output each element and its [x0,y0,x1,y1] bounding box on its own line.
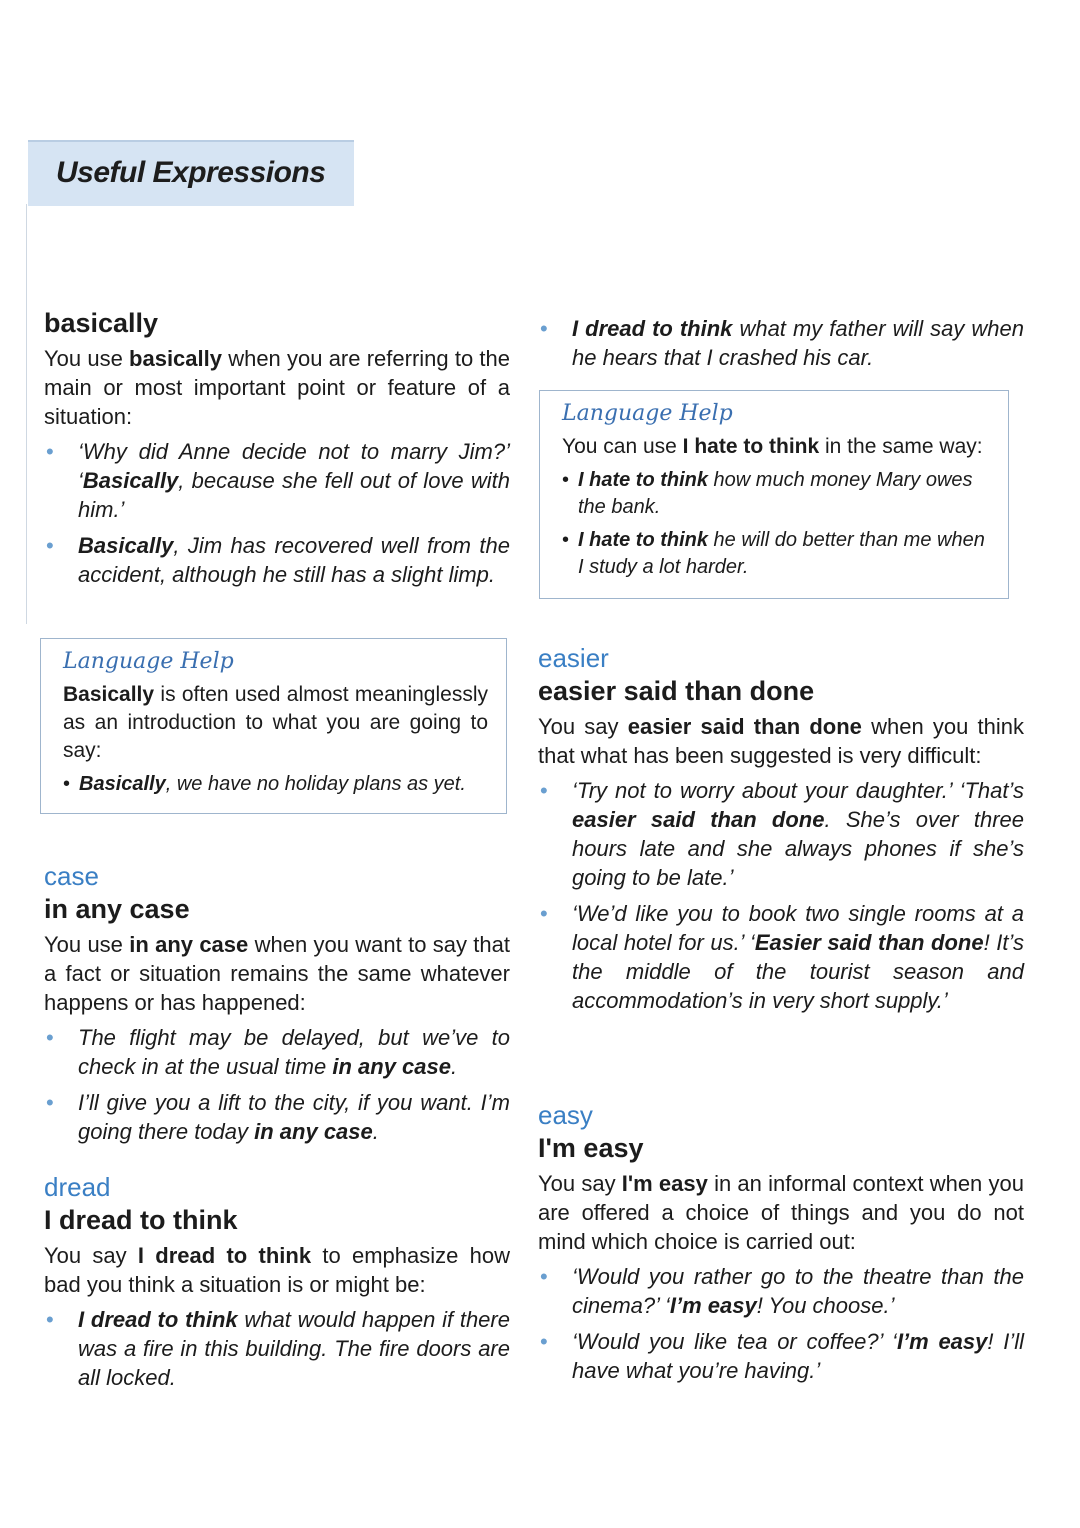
language-help-example: • I hate to think how much money Mary owes the bank. [562,469,973,518]
language-help-text: Basically is often used almost meaninglessly as an introduction to what you are going to say: [63,683,488,762]
bullet-icon: • [540,1329,548,1354]
example-list [44,437,510,589]
example-list [44,1023,510,1146]
bullet-icon: • [46,1307,54,1332]
example: • I dread to think what would happen if there was a fire in this building. The fire doors are all locked. [46,1307,510,1390]
category-label: case [44,861,99,891]
example: • The flight may be delayed, but we’ve to check in at the usual time in any case. [46,1025,510,1079]
bullet-icon: • [46,1090,54,1115]
language-help-example: • I hate to think he will do better than me when I study a lot harder. [562,529,985,578]
example: • ‘We’d like you to book two single rooms at a local hotel for us.’ ‘Easier said than done! It’s the middle of the tourist season and accommodation’s in very short supply.’ [540,901,1024,1013]
entry-case [44,860,510,1153]
bullet-icon: • [562,469,570,491]
example-list [538,1262,1024,1385]
example: • Basically, Jim has recovered well from the accident, although he still has a slight limp. [46,533,510,587]
bullet-icon: • [540,316,548,341]
definition: You say I dread to think to emphasize how bad you think a situation is or might be: [44,1243,510,1297]
category-label: easier [538,643,609,673]
headword: basically [44,308,159,338]
section-title: Useful Expressions [56,156,326,189]
category-label: easy [538,1100,593,1130]
example: • I’ll give you a lift to the city, if you want. I’m going there today in any case. [46,1090,510,1144]
example: • ‘Why did Anne decide not to marry Jim?’ ‘Basically, because she fell out of love with him.’ [46,439,510,522]
example: • I dread to think what my father will say when he hears that I crashed his car. [540,316,1024,370]
definition: You use basically when you are referring to the main or most important point or feature of a situation: [44,346,510,429]
language-help-box [40,638,507,814]
section-banner [28,140,354,206]
definition: You use in any case when you want to say that a fact or situation remains the same whatever happens or has happened: [44,932,510,1015]
language-help-text: You can use I hate to think in the same way: [562,435,983,458]
bullet-icon: • [562,529,570,551]
headword: easier said than done [538,676,815,706]
headword: I'm easy [538,1133,644,1163]
definition: You say I'm easy in an informal context when you are offered a choice of things and you do not mind which choice is carried out: [538,1171,1024,1254]
example-list [44,1305,510,1392]
bullet-icon: • [540,901,548,926]
example: • ‘Try not to worry about your daughter.’ ‘That’s easier said than done. She’s over three hours late and she always phones if she’s going to be late.’ [540,778,1024,890]
language-help-example: • Basically, we have no holiday plans as yet. [63,771,488,798]
entry-dread [44,1171,510,1399]
entry-dread-continued [538,314,1024,379]
bullet-icon: • [540,1264,548,1289]
language-help-title: Language Help [562,401,733,426]
example-list [538,314,1024,372]
headword: I dread to think [44,1205,238,1235]
category-label: dread [44,1172,111,1202]
left-margin-rule [26,204,27,624]
language-help-title: Language Help [63,649,234,674]
bullet-icon: • [46,1025,54,1050]
bullet-icon: • [540,778,548,803]
entry-basically [44,306,510,596]
example: • ‘Would you like tea or coffee?’ ‘I’m easy! I’ll have what you’re having.’ [540,1329,1024,1383]
example-list [538,776,1024,1015]
entry-easier [538,642,1024,1022]
headword: in any case [44,894,190,924]
language-help-box [539,390,1009,599]
example: • ‘Would you rather go to the theatre than the cinema?’ ‘I’m easy! You choose.’ [540,1264,1024,1318]
bullet-icon: • [46,533,54,558]
definition: You say easier said than done when you think that what has been suggested is very difficult: [538,714,1025,768]
entry-easy [538,1099,1024,1392]
bullet-icon: • [46,439,54,464]
bullet-icon: • [63,773,71,795]
